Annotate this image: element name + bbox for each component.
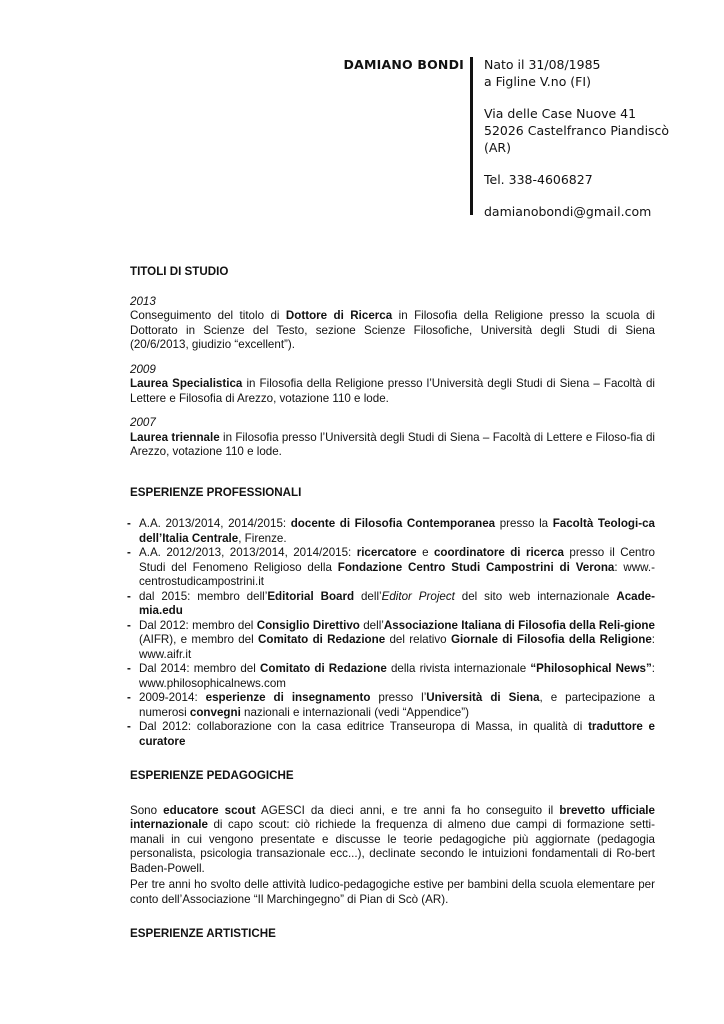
entry-text: Conseguimento del titolo di Dottore di Ricerca in Filosofia della Religione presso la scuola di Dottorato in Scienze del Testo, sezione Scienze Filosofiche, Università degli Studi di Siena (20/6/2013, giudizio “excellent”).	[130, 309, 655, 351]
entry-text: Laurea Specialistica in Filosofia della Religione presso l’Università degli Studi di Siena – Facoltà di Lettere e Filosofia di Arezzo, votazione 110 e lode.	[130, 377, 655, 405]
section-title-pedagogiche: ESPERIENZE PEDAGOGICHE	[130, 769, 294, 782]
list-item: - 2009-2014: esperienze di insegnamento presso l’Università di Siena, e partecipazione a numerosi convegni nazionali e internazionali (vedi “Appendice”)	[127, 691, 655, 719]
header-vertical-rule	[470, 57, 473, 215]
email-address[interactable]: damianobondi@gmail.com	[484, 204, 652, 219]
address-province: (AR)	[484, 140, 511, 155]
professional-list	[127, 517, 656, 749]
birth-place: a Figline V.no (FI)	[484, 74, 591, 89]
section-title-titoli: TITOLI DI STUDIO	[130, 265, 229, 278]
paragraph: Sono educatore scout AGESCI da dieci anni, e tre anni fa ho conseguito il brevetto ufficiale internazionale di capo scout: ciò richiede la frequenza di almeno due campi di formazione setti-manali in cui vengono presentate e discusse le teorie pedagogiche più aggiornate (pedagogia personalista, psicologia transazionale ecc...), declinate secondo le intuizioni fondamentali di Ro-bert Baden-Powell.	[130, 803, 655, 875]
contact-block	[484, 56, 669, 220]
list-item: - Dal 2012: membro del Consiglio Direttivo dell’Associazione Italiana di Filosofia della Reli-gione (AIFR), e membro del Comitato di Redazione del relativo Giornale di Filosofia della Religione: www.aifr.it	[127, 618, 655, 661]
list-item: - dal 2015: membro dell’Editorial Board dell’Editor Project del sito web internazionale Acade-mia.edu	[127, 589, 655, 617]
address-street: Via delle Case Nuove 41	[484, 106, 637, 121]
cv-body	[127, 265, 656, 942]
birth-date: Nato il 31/08/1985	[484, 57, 601, 72]
list-item: - Dal 2012: collaborazione con la casa editrice Transeuropa di Massa, in qualità di traduttore e curatore	[127, 720, 655, 748]
list-item: - A.A. 2012/2013, 2013/2014, 2014/2015: ricercatore e coordinatore di ricerca presso il Centro Studi del Fenomeno Religioso della Fondazione Centro Studi Campostrini di Verona: www.-centrostudicampostrini.it	[127, 546, 656, 588]
cv-header-name: DAMIANO BONDI	[343, 57, 464, 72]
entry-text: Laurea triennale in Filosofia presso l’Università degli Studi di Siena – Facoltà di Lettere e Filoso-fia di Arezzo, votazione 110 e lode.	[130, 430, 655, 458]
section-title-artistiche: ESPERIENZE ARTISTICHE	[130, 927, 276, 940]
phone-number: Tel. 338-4606827	[484, 172, 593, 187]
entry-year: 2009	[130, 362, 156, 376]
list-item: - Dal 2014: membro del Comitato di Redazione della rivista internazionale “Philosophical News”: www.philosophicalnews.com	[127, 662, 655, 690]
entry-year: 2007	[130, 416, 156, 429]
address-city: 52026 Castelfranco Piandiscò	[484, 123, 670, 138]
entry-year: 2013	[130, 294, 156, 308]
section-title-professionali: ESPERIENZE PROFESSIONALI	[130, 485, 302, 499]
paragraph: Per tre anni ho svolto delle attività ludico-pedagogiche estive per bambini della scuola elementare per conto dell’Associazione “Il Marchingegno” di Pian di Scò (AR).	[130, 878, 655, 906]
list-item: - A.A. 2013/2014, 2014/2015: docente di Filosofia Contemporanea presso la Facoltà Teologi-ca dell’Italia Centrale, Firenze.	[127, 517, 655, 545]
